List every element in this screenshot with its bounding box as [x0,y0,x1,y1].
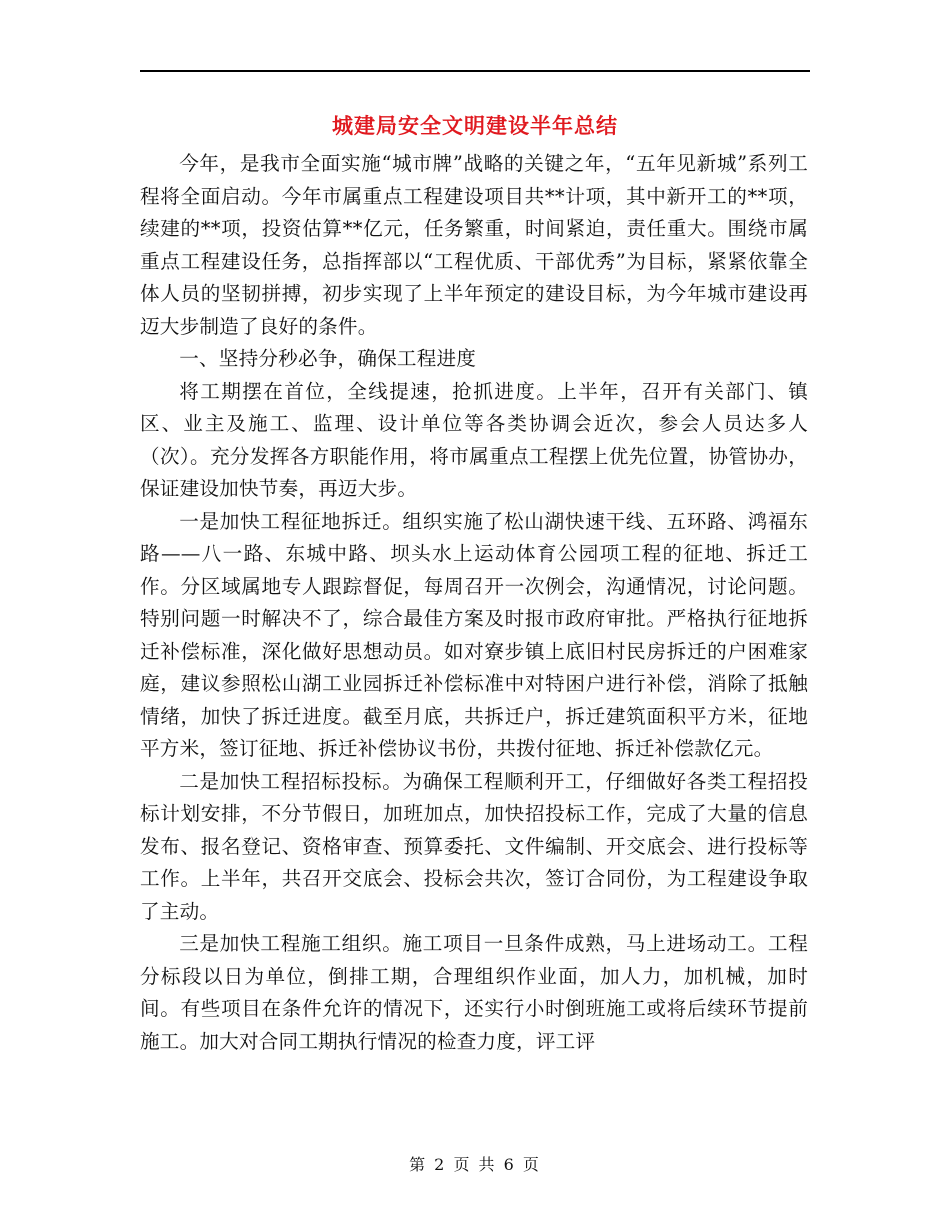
document-title: 城建局安全文明建设半年总结 [332,113,618,138]
paragraph-intro: 今年，是我市全面实施“城市牌”战略的关键之年，“五年见新城”系列工程将全面启动。今年市属重点工程建设项目共**计项，其中新开工的**项，续建的**项，投资估算**亿元，任务繁重，时间紧迫，责任重大。围绕市属重点工程建设任务，总指挥部以“工程优质、干部优秀”为目标，紧紧依靠全体人员的坚韧拼搏，初步实现了上半年预定的建设目标，为今年城市建设再迈大步制造了良好的条件。 [140,152,808,338]
document-body [140,148,808,1058]
paragraph-bidding: 二是加快工程招标投标。为确保工程顺利开工，仔细做好各类工程招投标计划安排，不分节假日，加班加点，加快招投标工作，完成了大量的信息发布、报名登记、资格审查、预算委托、文件编制、开交底会、进行投标等工作。上半年，共召开交底会、投标会共次，签订合同份，为工程建设争取了主动。 [140,769,808,923]
header-rule [140,70,810,72]
section-heading-1: 一、坚持分秒必争，确保工程进度 [179,347,477,370]
paragraph-land-acquisition: 一是加快工程征地拆迁。组织实施了松山湖快速干线、五环路、鸿福东路——八一路、东城中路、坝头水上运动体育公园项工程的征地、拆迁工作。分区域属地专人跟踪督促，每周召开一次例会，沟通情况，讨论问题。特别问题一时解决不了，综合最佳方案及时报市政府审批。严格执行征地拆迁补偿标准，深化做好思想动员。如对寮步镇上底旧村民房拆迁的户困难家庭，建议参照松山湖工业园拆迁补偿标准中对特困户进行补偿，消除了抵触情绪，加快了拆迁进度。截至月底，共拆迁户，拆迁建筑面积平方米，征地平方米，签订征地、拆迁补偿协议书份，共拨付征地、拆迁补偿款亿元。 [140,509,808,760]
page-number-footer: 第 2 页 共 6 页 [409,1155,541,1174]
paragraph-schedule: 将工期摆在首位，全线提速，抢抓进度。上半年，召开有关部门、镇区、业主及施工、监理、设计单位等各类协调会近次，参会人员达多人（次）。充分发挥各方职能作用，将市属重点工程摆上优先位置，协管协办，保证建设加快节奏，再迈大步。 [140,379,808,500]
paragraph-construction: 三是加快工程施工组织。施工项目一旦条件成熟，马上进场动工。工程分标段以日为单位，倒排工期，合理组织作业面，加人力，加机械，加时间。有些项目在条件允许的情况下，还实行小时倒班施工或将后续环节提前施工。加大对合同工期执行情况的检查力度，评工评 [140,932,808,1053]
